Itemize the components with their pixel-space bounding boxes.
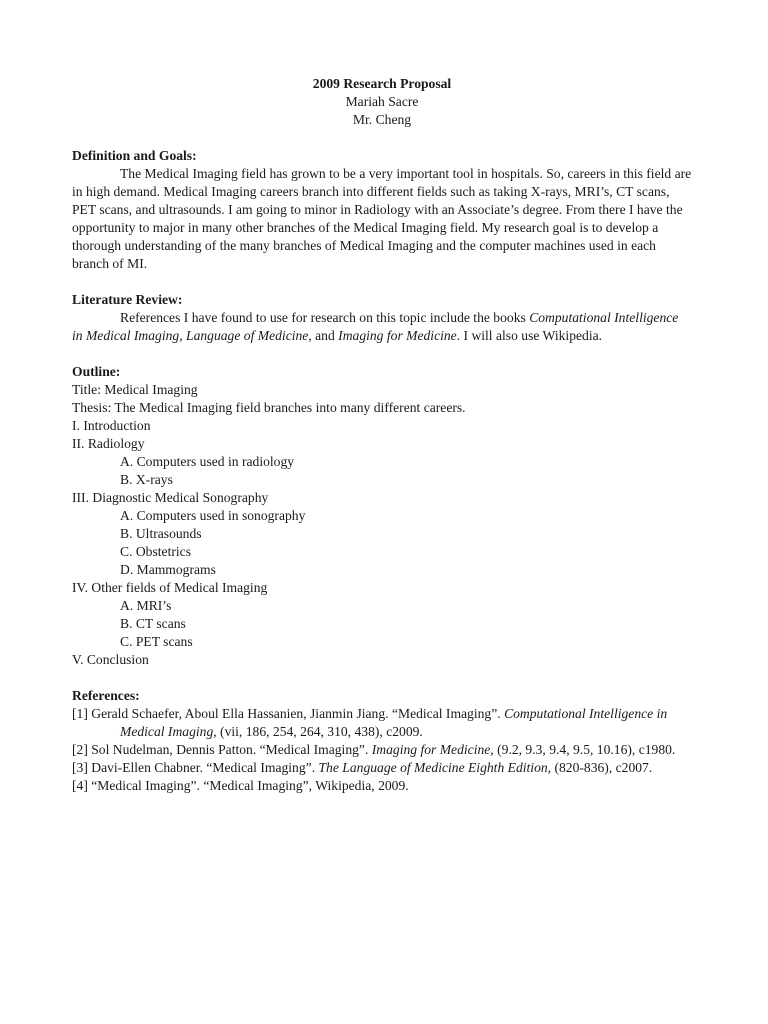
outline-subitem: B. X-rays [120,472,173,487]
definition-section [72,147,692,273]
outline-item: II. Radiology [72,436,145,451]
outline-subitem: B. Ultrasounds [120,526,202,541]
outline-subitem: A. MRI’s [120,598,172,613]
outline-thesis-line: Thesis: The Medical Imaging field branches into many different careers. [72,400,466,415]
outline-item: IV. Other fields of Medical Imaging [72,580,268,595]
outline-heading: Outline: [72,364,121,379]
reference-item [72,705,692,741]
references-heading: References: [72,688,140,703]
literature-paragraph [72,309,692,345]
reference-details: (820-836), c2007. [551,760,653,775]
outline-section [72,363,692,669]
book-title-1: Computational Intelligence in Medical Imaging [72,310,679,343]
outline-item: I. Introduction [72,418,151,433]
reference-source-title: Imaging for Medicine, [371,742,494,757]
reference-text: [1] Gerald Schaefer, Aboul Ella Hassanien, Jianmin Jiang. “Medical Imaging”. [72,706,505,721]
document-title: 2009 Research Proposal [312,76,452,91]
author-name: Mariah Sacre [345,94,419,109]
literature-section [72,291,692,345]
outline-title-line: Title: Medical Imaging [72,382,198,397]
reference-text: [2] Sol Nudelman, Dennis Patton. “Medical Imaging”. [72,742,372,757]
literature-text-before: References I have found to use for research on this topic include the books [120,310,530,325]
reference-text: [3] Davi-Ellen Chabner. “Medical Imaging”. [72,760,319,775]
literature-separator-1: , [179,328,187,343]
reference-details: (vii, 186, 254, 264, 310, 438), c2009. [216,724,423,739]
outline-subitem: D. Mammograms [120,562,216,577]
book-title-2: Language of Medicine [186,328,309,343]
reference-item [72,759,692,777]
teacher-name: Mr. Cheng [352,112,412,127]
outline-subitem: A. Computers used in radiology [120,454,295,469]
references-section [72,687,692,795]
literature-heading: Literature Review: [72,292,183,307]
outline-item: III. Diagnostic Medical Sonography [72,490,269,505]
definition-heading: Definition and Goals: [72,148,197,163]
reference-item [72,777,692,795]
literature-text-after: . I will also use Wikipedia. [456,328,603,343]
outline-subitem: C. PET scans [120,634,193,649]
reference-text: [4] “Medical Imaging”. “Medical Imaging”, Wikipedia, 2009. [72,778,409,793]
reference-item [72,741,692,759]
document-page [72,75,692,795]
outline-subitem: A. Computers used in sonography [120,508,306,523]
reference-source-title: The Language of Medicine Eighth Edition, [318,760,552,775]
definition-paragraph: The Medical Imaging field has grown to be a very important tool in hospitals. So, careers in this field are in high demand. Medical Imaging careers branch into different fields such as taking X-rays, MRI’s, CT scans, PET scans, and ultrasounds. I am going to minor in Radiology with an Associate’s degree. From there I have the opportunity to major in many other branches of the Medical Imaging field. My research goal is to develop a thorough understanding of the many branches of Medical Imaging and the computer machines used in each branch of MI. [72,166,692,271]
literature-separator-2: , and [308,328,339,343]
outline-item: V. Conclusion [72,652,149,667]
reference-source-title: Computational Intelligence in Medical Imaging, [120,706,668,739]
reference-details: (9.2, 9.3, 9.4, 9.5, 10.16), c1980. [493,742,676,757]
outline-subitem: B. CT scans [120,616,186,631]
book-title-3: Imaging for Medicine [338,328,457,343]
outline-subitem: C. Obstetrics [120,544,191,559]
